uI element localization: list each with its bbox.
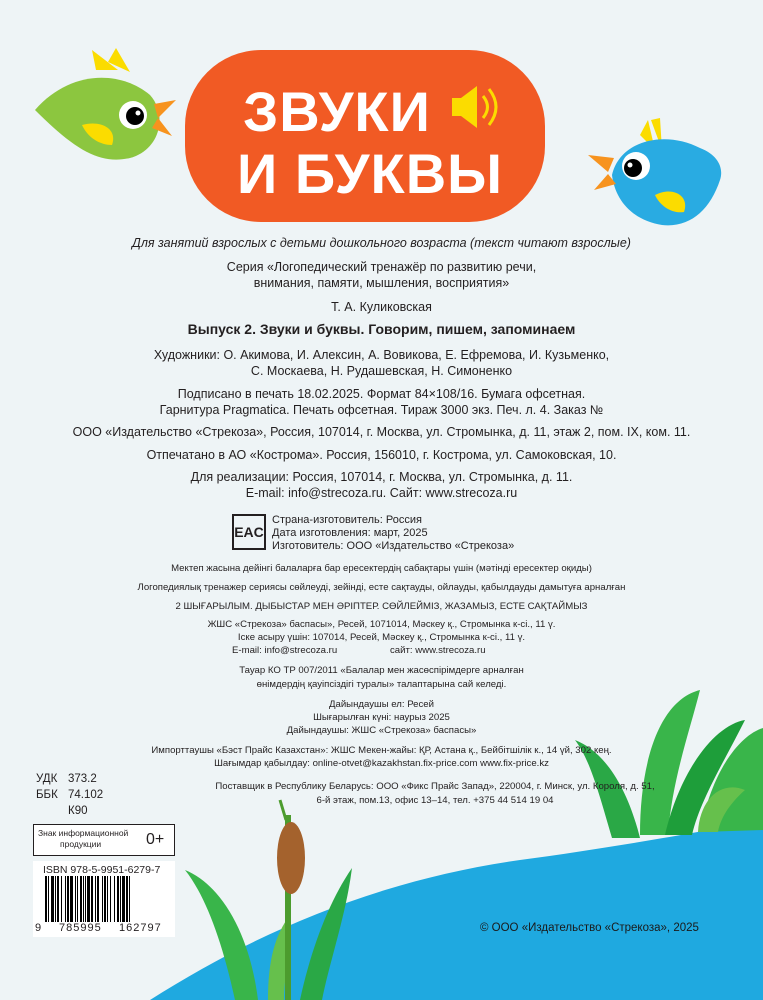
copyright: © ООО «Издательство «Стрекоза», 2025 bbox=[480, 922, 699, 934]
kz-line-4: ЖШС «Стрекоза» баспасы», Ресей, 1071014, Мәскеу қ., Стромынка к-сі., 11 ү. bbox=[207, 619, 556, 630]
title-line-2: И БУКВЫ bbox=[237, 142, 503, 205]
bbk-label: ББК bbox=[36, 789, 58, 801]
barcode-bar bbox=[57, 876, 59, 922]
barcode-bar bbox=[48, 876, 49, 922]
isbn-digits-left: 785995 bbox=[59, 922, 102, 934]
bbk-value: 74.102 bbox=[68, 789, 104, 801]
print-line-1: Подписано в печать 18.02.2025. Формат 84×108/16. Бумага офсетная. bbox=[177, 387, 586, 401]
author-code: К90 bbox=[68, 805, 88, 817]
barcode-bar bbox=[83, 876, 84, 922]
issue-title: Выпуск 2. Звуки и буквы. Говорим, пишем, запоминаем bbox=[187, 321, 576, 337]
barcode-bar bbox=[85, 876, 86, 922]
isbn-digits-right: 162797 bbox=[119, 922, 162, 934]
sales-line-1: Для реализации: Россия, 107014, г. Москва, ул. Стромынка, д. 11. bbox=[190, 470, 573, 484]
barcode-bar bbox=[77, 876, 78, 922]
barcode-bar bbox=[75, 876, 76, 922]
age-rating-label-1: Знак информационной bbox=[38, 828, 129, 838]
barcode-bar bbox=[104, 876, 106, 922]
barcode-bar bbox=[70, 876, 73, 922]
cattail-head bbox=[277, 822, 305, 894]
kz-email: E-mail: info@strecoza.ru bbox=[232, 645, 338, 656]
artists-line-1: Художники: О. Акимова, И. Алексин, А. Вовикова, Е. Ефремова, И. Кузьменко, bbox=[153, 348, 610, 362]
title-line-1: ЗВУКИ bbox=[243, 80, 431, 143]
kz-site: сайт: www.strecoza.ru bbox=[390, 645, 486, 656]
udk-label: УДК bbox=[36, 773, 58, 785]
kz-line-2: Логопедиялық тренажер сериясы сөйлеуді, зейінді, есте сақтауды, ойлауды, қабылдауды дамытуға арналған bbox=[137, 582, 626, 593]
series-line-2: внимания, памяти, мышления, восприятия» bbox=[253, 276, 510, 290]
barcode-bars bbox=[33, 876, 175, 924]
barcode-bar bbox=[80, 876, 82, 922]
barcode-bar bbox=[61, 876, 62, 922]
isbn-digit-first: 9 bbox=[35, 922, 42, 934]
barcode-bar bbox=[45, 876, 47, 922]
kz-line-13: Шағымдар қабылдау: online-otvet@kazakhstan.fix-price.com www.fix-price.kz bbox=[214, 758, 549, 769]
isbn-barcode bbox=[33, 861, 175, 937]
age-rating-value: 0+ bbox=[146, 831, 165, 848]
isbn-text: ISBN 978-5-9951-6279-7 bbox=[43, 864, 161, 876]
country-of-origin: Страна-изготовитель: Россия bbox=[272, 514, 422, 526]
kz-line-10: Шығарылған күні: наурыз 2025 bbox=[313, 712, 450, 723]
green-bird-illustration bbox=[35, 48, 176, 160]
audience-note: Для занятий взрослых с детьми дошкольного возраста (текст читают взрослые) bbox=[132, 236, 631, 250]
udk-value: 373.2 bbox=[68, 773, 97, 785]
barcode-bar bbox=[95, 876, 96, 922]
barcode-bar bbox=[51, 876, 54, 922]
barcode-bar bbox=[102, 876, 103, 922]
artists-line-2: С. Москаева, Н. Рудашевская, Н. Симоненко bbox=[250, 364, 513, 378]
barcode-bar bbox=[65, 876, 66, 922]
barcode-bar bbox=[117, 876, 119, 922]
age-rating-label-2: продукции bbox=[60, 839, 102, 849]
by-line-1: Поставщик в Республику Беларусь: ООО «Фикс Прайс Запад», 220004, г. Минск, ул. Короля, д. 51, bbox=[215, 781, 655, 792]
barcode-bar bbox=[97, 876, 99, 922]
barcode-bar bbox=[87, 876, 90, 922]
barcode-bar bbox=[110, 876, 111, 922]
kz-line-5: Іске асыру үшін: 107014, Ресей, Мәскеу қ., Стромынка к-сі., 11 ү. bbox=[237, 632, 526, 643]
kz-line-1: Мектеп жасына дейінгі балаларға бар ересектердің сабақтары үшін (мәтінді ересектер оқиды) bbox=[171, 563, 592, 574]
eac-mark bbox=[232, 514, 266, 550]
barcode-bar bbox=[55, 876, 56, 922]
age-rating-box bbox=[33, 824, 175, 856]
barcode-bar bbox=[67, 876, 69, 922]
printed-by: Отпечатано в АО «Кострома». Россия, 156010, г. Кострома, ул. Самоковская, 10. bbox=[146, 448, 617, 462]
blue-bird-illustration bbox=[588, 118, 721, 225]
manufacturer: Изготовитель: ООО «Издательство «Стрекоза» bbox=[272, 540, 515, 552]
barcode-bar bbox=[114, 876, 115, 922]
kz-line-12: Импорттаушы «Бэст Прайс Казахстан»: ЖШС Мекен-жайы: ҚР, Астана қ., Бейбітшілік к., 14 үй, 302 кең. bbox=[151, 745, 612, 756]
author: Т. А. Куликовская bbox=[331, 300, 432, 314]
publisher-address: ООО «Издательство «Стрекоза», Россия, 107014, г. Москва, ул. Стромынка, д. 11, этаж 2, пом. IX, ком. 11. bbox=[72, 425, 691, 439]
by-line-2: 6-й этаж, пом.13, офис 13–14, тел. +375 44 514 19 04 bbox=[316, 795, 554, 806]
barcode-bar bbox=[107, 876, 108, 922]
barcode-bar bbox=[120, 876, 121, 922]
barcode-bar bbox=[91, 876, 93, 922]
kz-line-7: Тауар КО ТР 007/2011 «Балалар мен жасөспірімдерге арналған bbox=[239, 665, 524, 676]
sales-line-2: E-mail: info@strecoza.ru. Сайт: www.strecoza.ru bbox=[245, 486, 518, 500]
barcode-bar bbox=[129, 876, 130, 922]
eac-mark-text: EAC bbox=[234, 524, 264, 540]
kz-line-11: Дайындаушы: ЖШС «Стрекоза» баспасы» bbox=[286, 725, 477, 736]
kz-line-8: өнімдердің қауіпсіздігі туралы» талаптарына сай келеді. bbox=[256, 679, 507, 690]
barcode-bar bbox=[126, 876, 128, 922]
barcode-bar bbox=[122, 876, 125, 922]
kz-line-3: 2 ШЫҒАРЫЛЫМ. ДЫБЫСТАР МЕН ӘРІПТЕР. СӨЙЛЕЙМІЗ, ЖАЗАМЫЗ, ЕСТЕ САҚТАЙМЫЗ bbox=[175, 601, 588, 612]
kz-line-9: Дайындаушы ел: Ресей bbox=[328, 699, 434, 710]
manufacture-date: Дата изготовления: март, 2025 bbox=[272, 527, 428, 539]
print-line-2: Гарнитура Pragmatica. Печать офсетная. Тираж 3000 экз. Печ. л. 4. Заказ № bbox=[159, 403, 604, 417]
series-line-1: Серия «Логопедический тренажёр по развитию речи, bbox=[226, 260, 537, 274]
